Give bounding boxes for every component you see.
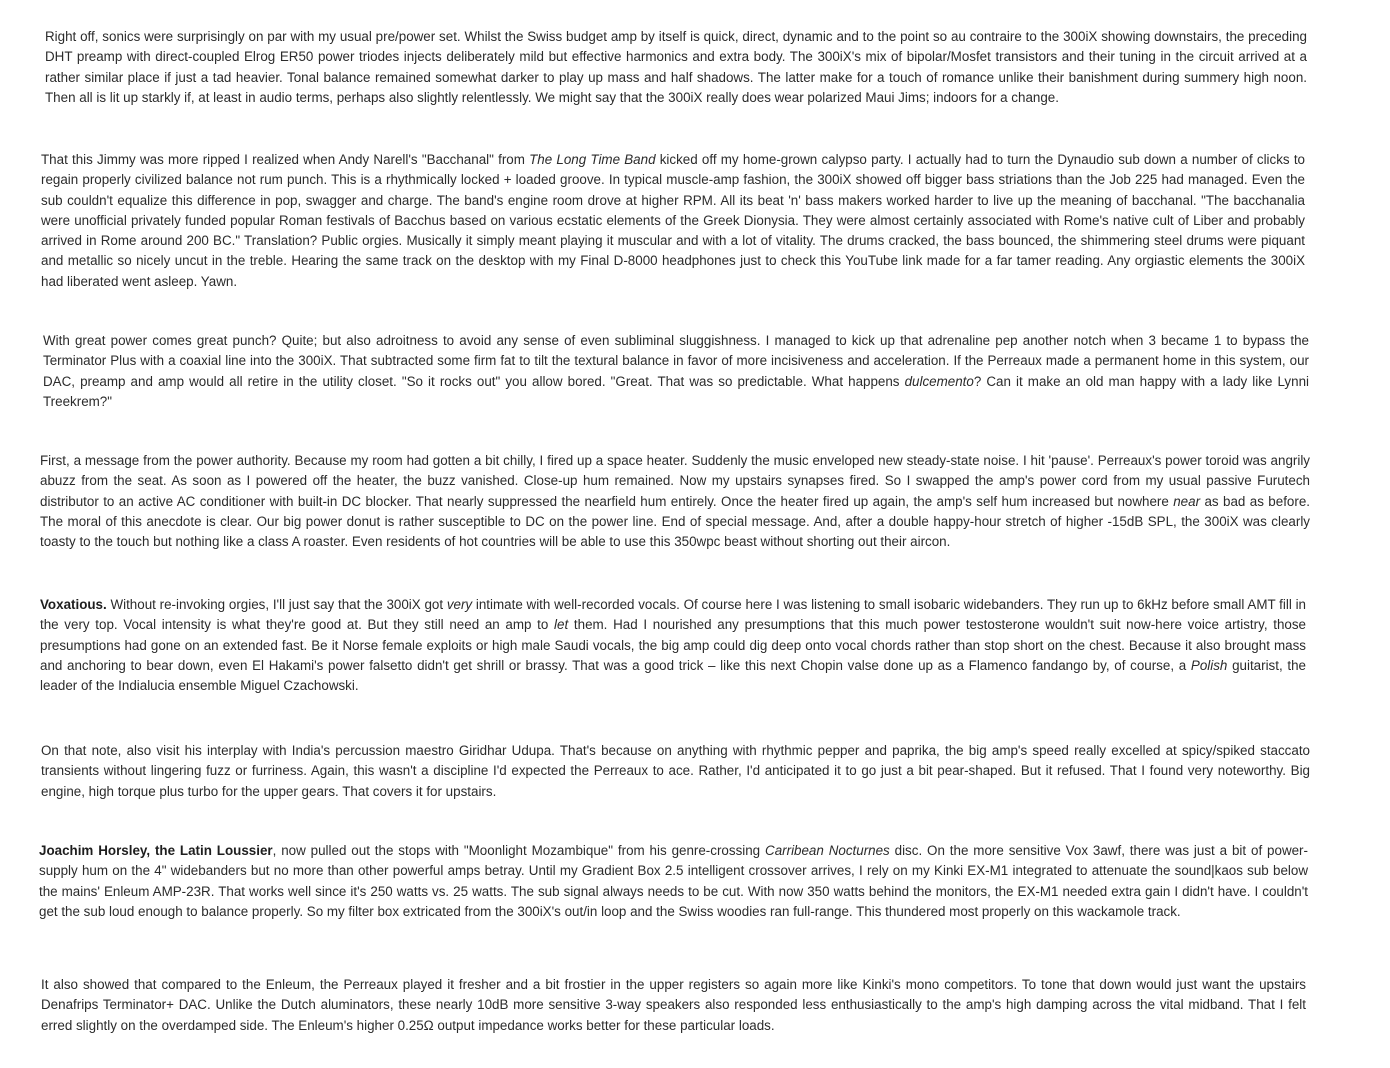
text-run: First, a message from the power authority. Because my room had gotten a bit chilly, I fired up a space heater. Suddenly the music enveloped new steady-state noise. I hit 'pause'. Perreaux's power toroid was angrily abuzz from the seat. As soon as I powered off the heater, the buzz vanished. Close-up hum remained. Now my upstairs synapses fired. So I swapped the amp's power cord from my usual passive Furutech distributor to an active AC conditioner with built-in DC blocker. That nearly suppressed the nearfield hum entirely. Once the heater fired up again, the amp's self hum increased but nowhere (40, 453, 1310, 509)
text-run: It also showed that compared to the Enleum, the Perreaux played it fresher and a bit frostier in the upper registers so again more like Kinki's mono competitors. To tone that down would just want the upstairs Denafrips Terminator+ DAC. Unlike the Dutch aluminators, these nearly 10dB more sensitive 3-way speakers also responded less enthusiastically to the amp's high damping across the vital midband. That I felt erred slightly on the overdamped side. The Enleum's higher 0.25Ω output impedance works better for these particular loads. (41, 977, 1306, 1033)
text-run: , now pulled out the stops with "Moonlight Mozambique" from his genre-crossing (272, 843, 766, 858)
text-run: That this Jimmy was more ripped I realized when Andy Narell's "Bacchanal" from (41, 152, 530, 167)
paragraph-2 (41, 150, 1305, 292)
italic-text: near (1173, 493, 1201, 509)
paragraph-3 (43, 331, 1309, 412)
italic-text: very (446, 597, 473, 612)
text-run: On that note, also visit his interplay with India's percussion maestro Giridhar Udupa. That's because on anything with rhythmic pepper and paprika, the big amp's speed really excelled at spicy/spiked staccato transients without lingering fuzz or furriness. Again, this wasn't a discipline I'd expected the Perreaux to ace. Rather, I'd anticipated it to go just a bit pear-shaped. But it refused. That I found very noteworthy. Big engine, high torque plus turbo for the upper gears. That covers it for upstairs. (41, 743, 1310, 799)
italic-text: The Long Time Band (529, 152, 656, 167)
text-run: as bad as before. The moral of this anecdote is clear. Our big power donut is rather susceptible to DC on the power line. End of special message. And, after a double happy-hour stretch of higher -15dB SPL, the 300iX was clearly toasty to the touch but nothing like a class A roaster. Even residents of hot countries will be able to use this 350wpc beast without shorting out their aircon. (40, 493, 1310, 550)
bold-lead-in: Voxatious. (40, 597, 107, 612)
paragraph-5 (40, 595, 1306, 696)
italic-text: Polish (1190, 657, 1228, 673)
bold-lead-in: Joachim Horsley, the Latin Loussier (39, 843, 273, 858)
paragraph-4 (40, 451, 1310, 552)
text-run: guitarist, the leader of the Indialucia ensemble Miguel Czachowski. (40, 657, 1306, 694)
paragraph-1 (45, 27, 1307, 108)
text-run: intimate with well-recorded vocals. Of course here I was listening to small isobaric widebanders. They run up to 6kHz before small AMT fill in the very top. Vocal intensity is what they're good at. But they still need an amp to (40, 597, 1306, 633)
text-run: With great power comes great punch? Quite; but also adroitness to avoid any sense of even subliminal sluggishness. I managed to kick up that adrenaline pep another notch when 3 became 1 to bypass the Terminator Plus with a coaxial line into the 300iX. That subtracted some firm fat to tilt the textural balance in favor of more incisiveness and acceleration. If the Perreaux made a permanent home in this system, our DAC, preamp and amp would all retire in the utility closet. "So it rocks out" you allow bored. "Great. That was so predictable. What happens (43, 333, 1309, 389)
text-run: them. Had I nourished any presumptions that this much power testosterone wouldn't suit now-here voice artistry, those presumptions had gone on an extended fast. Be it Norse female exploits or high male Saudi vocals, the big amp could dig deep onto vocal chords rather than stop short on the chest. Because it also brought mass and anchoring to bear down, even El Hakami's power falsetto didn't get shrill or brassy. That was a good trick – like this next Chopin valse done up as a Flamenco fandango by, of course, a (40, 617, 1306, 673)
text-run: disc. On the more sensitive Vox 3awf, there was just a bit of power-supply hum on the 4" widebanders but no more than other powerful amps betray. Until my Gradient Box 2.5 intelligent crossover arrives, I rely on my Kinki EX-M1 integrated to attenuate the sound|kaos sub below the mains' Enleum AMP-23R. That works well since it's 250 watts vs. 25 watts. The sub signal always needs to be cut. With now 350 watts behind the monitors, the EX-M1 needed extra gain I didn't have. I couldn't get the sub loud enough to balance properly. So my filter box extricated from the 300iX's out/in loop and the Swiss woodies ran full-range. This thundered most properly on this wackamole track. (39, 843, 1308, 919)
italic-text: dulcemento (904, 373, 974, 389)
italic-text: Carribean Nocturnes (765, 843, 890, 858)
text-run: ? Can it make an old man happy with a lady like Lynni Treekrem?" (43, 373, 1310, 409)
paragraph-7 (39, 841, 1308, 922)
text-run: Without re-invoking orgies, I'll just say that the 300iX got (106, 597, 447, 612)
paragraph-8 (41, 975, 1306, 1036)
paragraph-6 (41, 741, 1310, 802)
italic-text: let (554, 617, 569, 633)
text-run: Right off, sonics were surprisingly on par with my usual pre/power set. Whilst the Swiss budget amp by itself is quick, direct, dynamic and to the point so au contraire to the 300iX showing downstairs, the preceding DHT preamp with direct-coupled Elrog ER50 power triodes injects deliberately mild but effective harmonics and extra body. The 300iX's mix of bipolar/Mosfet transistors and their tuning in the circuit arrived at a rather similar place if just a tad heavier. Tonal balance remained somewhat darker to play up mass and half shadows. The latter make for a touch of romance unlike their banishment during summery high noon. Then all is lit up starkly if, at least in audio terms, perhaps also slightly relentlessly. We might say that the 300iX really does wear polarized Maui Jims; indoors for a change. (45, 29, 1307, 105)
text-run: kicked off my home-grown calypso party. I actually had to turn the Dynaudio sub down a number of clicks to regain properly civilized balance not rum punch. This is a rhythmically locked + loaded groove. In typical muscle-amp fashion, the 300iX showed off bigger bass striations than the Job 225 had managed. Even the sub couldn't equalize this difference in pop, swagger and charge. The band's engine room drove at higher RPM. All its beat 'n' bass makers worked harder to live up the meaning of bacchanal. "The bacchanalia were unofficial privately funded popular Roman festivals of Bacchus based on various ecstatic elements of the Greek Dionysia. They were almost certainly associated with Rome's native cult of Liber and probably arrived in Rome around 200 BC." Translation? Public orgies. Musically it simply meant playing it muscular and with a lot of vitality. The drums cracked, the bass bounced, the shimmering steel drums were piquant and metallic so nicely uncut in the treble. Hearing the same track on the desktop with my Final D-8000 headphones just to check this YouTube link made for a far tamer reading. Any orgiastic elements the 300iX had liberated went asleep. Yawn. (41, 152, 1305, 289)
